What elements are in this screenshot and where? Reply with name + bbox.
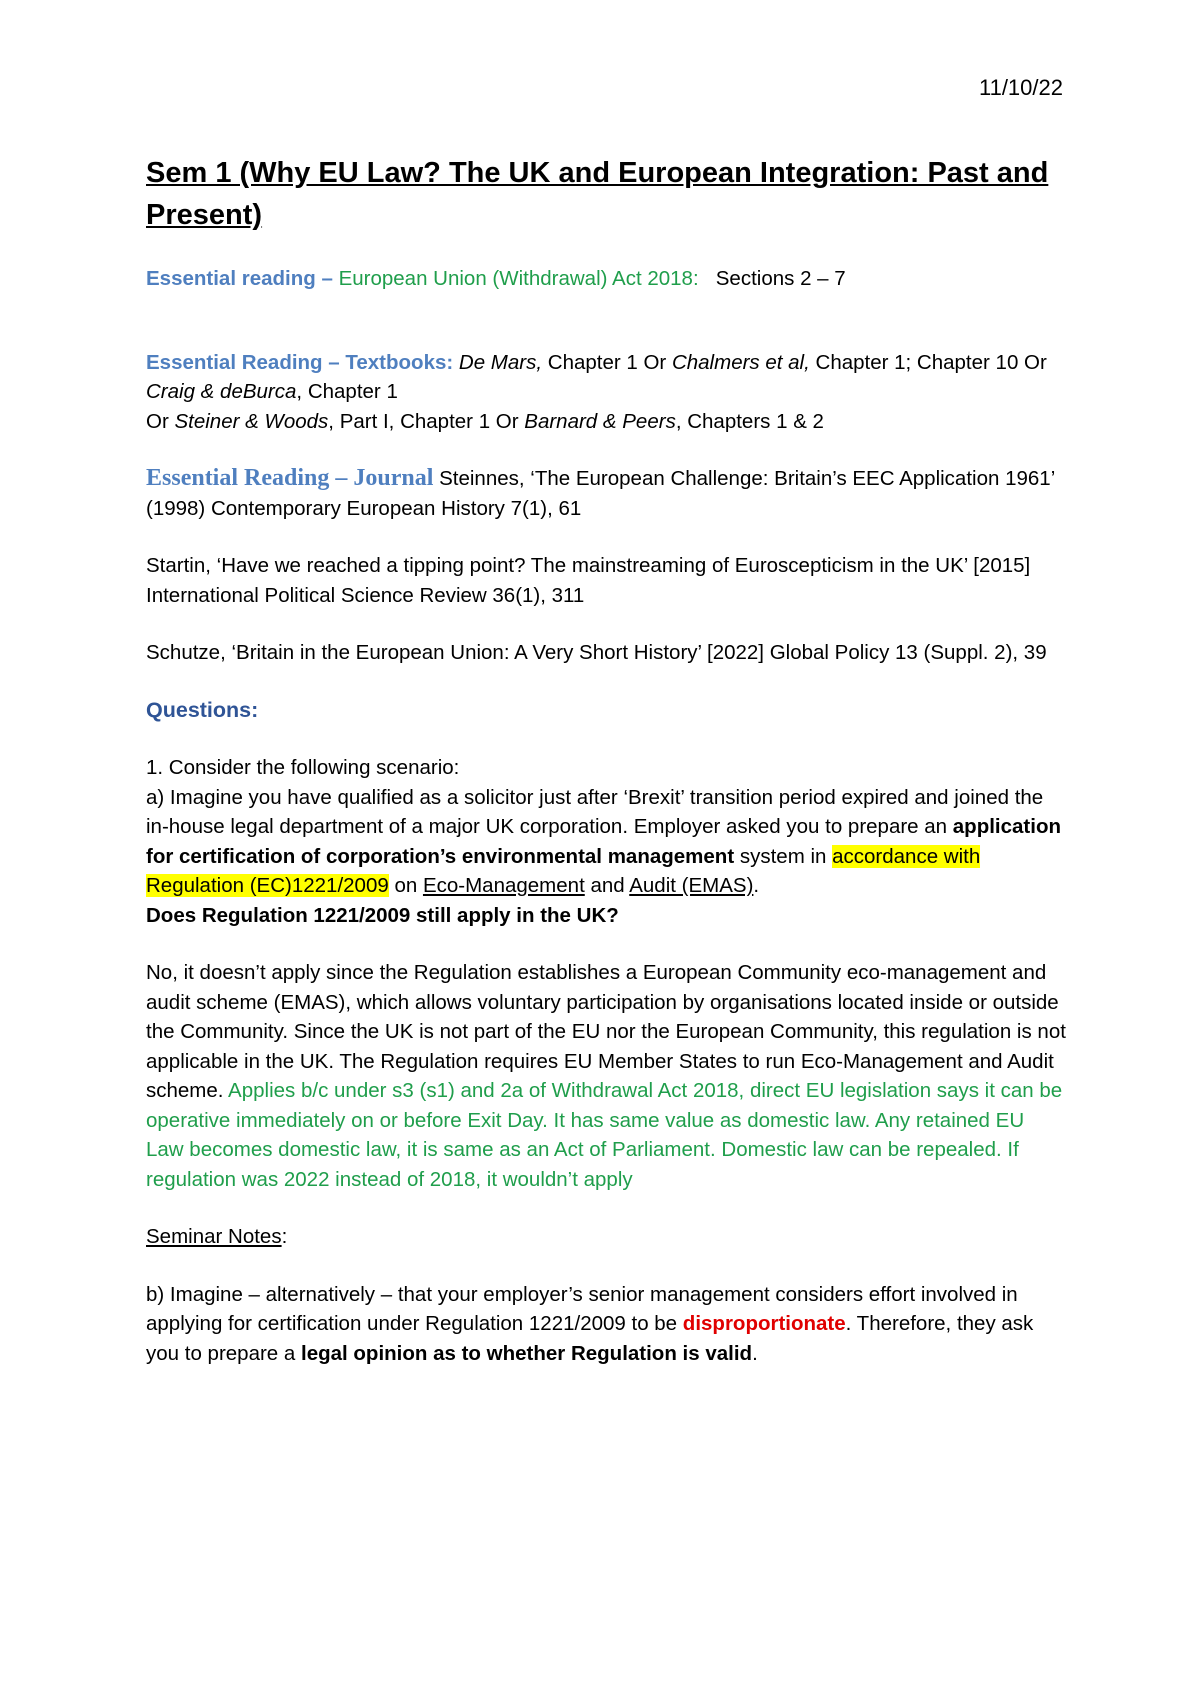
question-1b-text: . xyxy=(752,1341,758,1365)
withdrawal-act-sections: Sections 2 – 7 xyxy=(715,267,846,290)
legal-opinion-text: legal opinion as to whether Regulation is valid xyxy=(301,1341,753,1365)
eco-management-text: Eco-Management xyxy=(422,874,585,897)
journal-paragraph xyxy=(146,464,1066,523)
textbook-chapter-text: , Chapter 1 xyxy=(296,380,398,403)
question-1a xyxy=(146,783,1066,901)
answer-note-green: Applies b/c under s3 (s1) and 2a of Withdrawal Act 2018, direct EU legislation says it can be operative immediately on or before Exit Day. It has same value as domestic law. Any retained EU Law becomes domestic law, it is same as an Act of Parliament. Domestic law can be repealed. If regulation was 2022 instead of 2018, it wouldn’t apply xyxy=(146,1079,1063,1191)
seminar-notes-text: Seminar Notes xyxy=(146,1225,282,1248)
textbook-chapter-text: , Chapters 1 & 2 xyxy=(675,409,824,433)
textbooks-paragraph xyxy=(146,348,1066,437)
journal-reference-2: Startin, ‘Have we reached a tipping point? The mainstreaming of Euroscepticism in the UK’ [2015] International Political Science Review 36(1), 311 xyxy=(146,554,1031,607)
question-1-intro: 1. Consider the following scenario: xyxy=(146,756,460,779)
document-body xyxy=(146,152,1066,1368)
answer-paragraph xyxy=(146,958,1066,1194)
journal-reference-1: Steinnes, ‘The European Challenge: Britain’s EEC Application 1961’ (1998) Contemporary European History 7(1), 61 xyxy=(146,467,1055,520)
author-barnard-peers: Barnard & Peers xyxy=(524,409,676,433)
document-date: 11/10/22 xyxy=(978,75,1063,100)
question-1a-text: system in xyxy=(734,844,833,868)
journal-reference-3: Schutze, ‘Britain in the European Union: A Very Short History’ [2022] Global Policy 13 (Suppl. 2), 39 xyxy=(146,641,1047,664)
question-1a-text: a) Imagine you have qualified as a solicitor just after ‘Brexit’ transition period expired and joined the in-house legal department of a major UK corporation. Employer asked you to prepare an xyxy=(146,785,1044,838)
journal-label: Essential Reading – Journal xyxy=(146,465,434,491)
essential-reading-act xyxy=(146,264,1066,294)
question-1a-text: on xyxy=(388,874,423,897)
regulation-highlight: accordance with Regulation (EC)1221/2009 xyxy=(146,844,981,897)
disproportionate-text: disproportionate xyxy=(682,1312,846,1335)
withdrawal-act-name: European Union (Withdrawal) Act 2018: xyxy=(338,267,699,290)
question-1b-text: . Therefore, they ask you to prepare a xyxy=(146,1312,1034,1365)
textbooks-label: Essential Reading – Textbooks: xyxy=(146,350,454,374)
questions-heading: Questions: xyxy=(146,697,259,722)
question-1a-text: . xyxy=(753,874,760,897)
author-de-mars: De Mars, xyxy=(458,350,543,374)
author-chalmers: Chalmers et al, xyxy=(671,350,810,374)
question-1a-bold: application for certification of corporation’s environmental management xyxy=(146,815,1061,868)
question-1a-text: and xyxy=(584,874,630,897)
textbook-chapter-text: Chapter 1 Or xyxy=(542,350,672,374)
author-steiner-woods: Steiner & Woods xyxy=(174,409,329,433)
seminar-notes-colon: : xyxy=(281,1225,288,1248)
question-1b-text: b) Imagine – alternatively – that your employer’s senior management considers effort involved in applying for certification under Regulation 1221/2009 to be xyxy=(146,1282,1018,1335)
document-title: Sem 1 (Why EU Law? The UK and European Integration: Past and Present) xyxy=(146,157,1049,231)
question-1b xyxy=(146,1280,1066,1369)
audit-emas-text: Audit (EMAS) xyxy=(629,874,754,897)
textbook-chapter-text: Chapter 1; Chapter 10 Or xyxy=(809,350,1047,374)
answer-text: No, it doesn’t apply since the Regulation establishes a European Community eco-management and audit scheme (EMAS), which allows voluntary participation by organisations located inside or outside the Community. Since the UK is not part of the EU nor the European Community, this regulation is not applicable in the UK. The Regulation requires EU Member States to run Eco-Management and Audit scheme. xyxy=(146,961,1066,1102)
essential-reading-label: Essential reading – xyxy=(146,267,339,290)
textbook-or-text: Or xyxy=(146,409,175,433)
author-craig-deburca: Craig & deBurca xyxy=(146,380,297,403)
seminar-notes-label xyxy=(146,1222,1066,1252)
question-1a-prompt: Does Regulation 1221/2009 still apply in the UK? xyxy=(146,903,619,927)
textbook-chapter-text: , Part I, Chapter 1 Or xyxy=(328,409,525,433)
